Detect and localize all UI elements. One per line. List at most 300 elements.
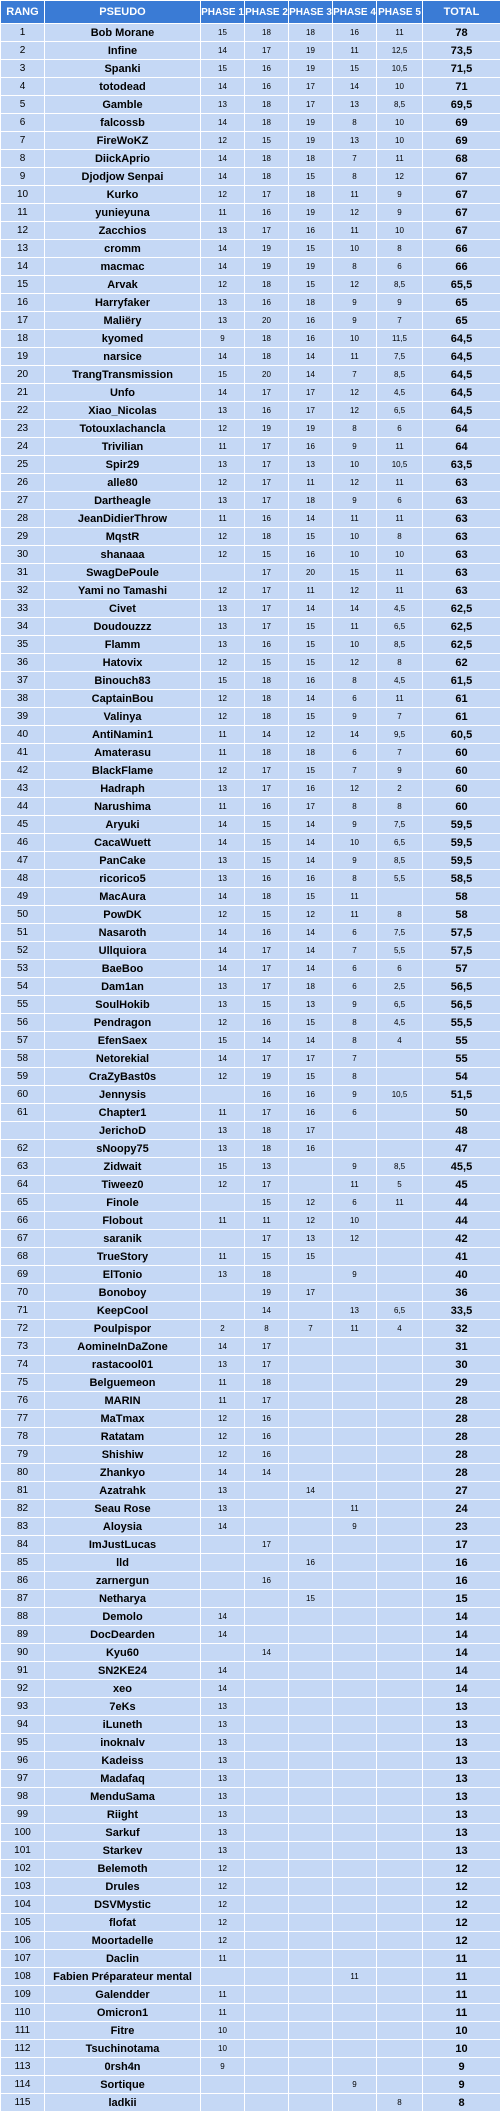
phase3-cell: 20	[289, 564, 333, 582]
total-cell: 55	[423, 1050, 500, 1068]
rank-cell: 101	[1, 1842, 45, 1860]
rank-cell: 61	[1, 1104, 45, 1122]
phase5-cell	[377, 1572, 423, 1590]
rank-cell: 89	[1, 1626, 45, 1644]
phase3-cell: 19	[289, 132, 333, 150]
phase4-cell: 9	[333, 1158, 377, 1176]
total-cell: 44	[423, 1212, 500, 1230]
phase2-cell: 17	[245, 222, 289, 240]
phase2-cell: 17	[245, 942, 289, 960]
table-row	[1, 798, 500, 816]
phase5-cell: 6	[377, 420, 423, 438]
phase5-cell: 10	[377, 114, 423, 132]
pseudo-cell: JerichoD	[45, 1122, 201, 1140]
phase1-cell	[201, 2094, 245, 2112]
total-cell: 64	[423, 438, 500, 456]
phase1-cell: 11	[201, 1212, 245, 1230]
phase2-cell	[245, 1842, 289, 1860]
phase4-cell: 12	[333, 402, 377, 420]
phase4-cell: 9	[333, 708, 377, 726]
phase1-cell: 13	[201, 636, 245, 654]
total-cell: 69	[423, 132, 500, 150]
pseudo-cell: Tiweez0	[45, 1176, 201, 1194]
rank-cell: 1	[1, 24, 45, 42]
pseudo-cell: Sortique	[45, 2076, 201, 2094]
phase3-cell: 17	[289, 1050, 333, 1068]
pseudo-cell: Demolo	[45, 1608, 201, 1626]
table-row	[1, 654, 500, 672]
pseudo-cell: Pendragon	[45, 1014, 201, 1032]
phase3-cell: 18	[289, 294, 333, 312]
phase1-cell: 13	[201, 492, 245, 510]
phase5-cell	[377, 2076, 423, 2094]
total-cell: 63	[423, 510, 500, 528]
phase5-cell	[377, 1140, 423, 1158]
phase4-cell: 6	[333, 1194, 377, 1212]
total-cell: 13	[423, 1788, 500, 1806]
phase1-cell: 14	[201, 942, 245, 960]
phase2-cell: 18	[245, 276, 289, 294]
phase2-cell: 14	[245, 1644, 289, 1662]
phase5-cell: 4,5	[377, 600, 423, 618]
phase5-cell	[377, 1878, 423, 1896]
table-row	[1, 1464, 500, 1482]
total-cell: 30	[423, 1356, 500, 1374]
phase5-cell	[377, 1626, 423, 1644]
rank-cell: 66	[1, 1212, 45, 1230]
phase1-cell: 13	[201, 294, 245, 312]
phase5-cell	[377, 1446, 423, 1464]
phase5-cell: 9	[377, 204, 423, 222]
phase2-cell	[245, 1626, 289, 1644]
phase5-cell: 5,5	[377, 870, 423, 888]
phase4-cell	[333, 1140, 377, 1158]
total-cell: 63	[423, 474, 500, 492]
pseudo-cell: Doudouzzz	[45, 618, 201, 636]
pseudo-cell: CaptainBou	[45, 690, 201, 708]
rank-cell: 70	[1, 1284, 45, 1302]
total-cell: 56,5	[423, 978, 500, 996]
phase1-cell: 13	[201, 1770, 245, 1788]
phase5-cell: 7	[377, 708, 423, 726]
pseudo-cell: MaTmax	[45, 1410, 201, 1428]
rank-cell: 58	[1, 1050, 45, 1068]
phase1-cell: 14	[201, 1626, 245, 1644]
total-cell: 13	[423, 1716, 500, 1734]
rank-cell: 88	[1, 1608, 45, 1626]
rank-cell: 22	[1, 402, 45, 420]
rank-cell: 41	[1, 744, 45, 762]
pseudo-cell: MARIN	[45, 1392, 201, 1410]
phase2-cell: 17	[245, 1392, 289, 1410]
phase5-cell	[377, 1734, 423, 1752]
rank-cell: 35	[1, 636, 45, 654]
phase2-cell: 17	[245, 474, 289, 492]
phase3-cell: 17	[289, 1284, 333, 1302]
phase4-cell	[333, 1572, 377, 1590]
pseudo-cell: Zacchios	[45, 222, 201, 240]
rank-cell: 15	[1, 276, 45, 294]
pseudo-cell: Starkev	[45, 1842, 201, 1860]
total-cell: 55	[423, 1032, 500, 1050]
phase4-cell	[333, 1122, 377, 1140]
phase2-cell	[245, 2076, 289, 2094]
table-row	[1, 1968, 500, 1986]
rank-cell: 40	[1, 726, 45, 744]
phase5-cell	[377, 1914, 423, 1932]
table-row	[1, 942, 500, 960]
phase2-cell: 19	[245, 1068, 289, 1086]
total-cell: 57	[423, 960, 500, 978]
rank-cell: 39	[1, 708, 45, 726]
rank-cell: 98	[1, 1788, 45, 1806]
phase4-cell: 11	[333, 510, 377, 528]
phase1-cell: 13	[201, 1842, 245, 1860]
table-row	[1, 1140, 500, 1158]
phase2-cell: 16	[245, 798, 289, 816]
pseudo-cell: Dam1an	[45, 978, 201, 996]
phase5-cell	[377, 888, 423, 906]
phase1-cell: 14	[201, 1464, 245, 1482]
phase3-cell	[289, 1806, 333, 1824]
total-cell: 65	[423, 312, 500, 330]
phase4-cell: 12	[333, 474, 377, 492]
total-cell: 64	[423, 420, 500, 438]
phase2-cell: 17	[245, 1230, 289, 1248]
phase2-cell: 15	[245, 654, 289, 672]
total-cell: 59,5	[423, 852, 500, 870]
table-row	[1, 1752, 500, 1770]
phase5-cell	[377, 1662, 423, 1680]
rank-cell: 65	[1, 1194, 45, 1212]
phase5-cell: 4	[377, 1320, 423, 1338]
total-cell: 10	[423, 2040, 500, 2058]
pseudo-cell: Moortadelle	[45, 1932, 201, 1950]
phase5-cell	[377, 1842, 423, 1860]
phase2-cell: 16	[245, 870, 289, 888]
phase4-cell: 16	[333, 24, 377, 42]
pseudo-cell: Narushima	[45, 798, 201, 816]
table-row	[1, 24, 500, 42]
phase2-cell: 16	[245, 510, 289, 528]
table-row	[1, 150, 500, 168]
phase1-cell: 12	[201, 420, 245, 438]
phase1-cell: 13	[201, 870, 245, 888]
table-row	[1, 510, 500, 528]
phase5-cell: 12,5	[377, 42, 423, 60]
phase2-cell	[245, 2040, 289, 2058]
total-cell: 67	[423, 168, 500, 186]
rank-cell: 67	[1, 1230, 45, 1248]
table-row	[1, 132, 500, 150]
rank-cell: 96	[1, 1752, 45, 1770]
phase5-cell: 10	[377, 546, 423, 564]
total-cell: 58,5	[423, 870, 500, 888]
phase3-cell	[289, 1896, 333, 1914]
table-row	[1, 834, 500, 852]
phase5-cell: 11	[377, 24, 423, 42]
table-row	[1, 204, 500, 222]
pseudo-cell: flofat	[45, 1914, 201, 1932]
phase1-cell: 12	[201, 1068, 245, 1086]
table-row	[1, 1626, 500, 1644]
rank-cell: 85	[1, 1554, 45, 1572]
pseudo-cell: Kadeiss	[45, 1752, 201, 1770]
leaderboard-body	[1, 24, 500, 2112]
pseudo-cell: ricorico5	[45, 870, 201, 888]
pseudo-cell: inoknalv	[45, 1734, 201, 1752]
phase4-cell	[333, 1860, 377, 1878]
phase4-cell	[333, 1536, 377, 1554]
rank-cell: 42	[1, 762, 45, 780]
table-row	[1, 474, 500, 492]
phase2-cell: 15	[245, 906, 289, 924]
rank-cell: 112	[1, 2040, 45, 2058]
phase1-cell: 14	[201, 888, 245, 906]
phase2-cell: 17	[245, 1104, 289, 1122]
phase2-cell: 17	[245, 600, 289, 618]
rank-cell: 51	[1, 924, 45, 942]
phase3-cell: 12	[289, 726, 333, 744]
pseudo-cell: Finole	[45, 1194, 201, 1212]
phase5-cell: 6	[377, 960, 423, 978]
total-cell: 64,5	[423, 402, 500, 420]
total-cell: 60	[423, 744, 500, 762]
phase2-cell: 16	[245, 1572, 289, 1590]
phase1-cell: 13	[201, 1356, 245, 1374]
total-cell: 28	[423, 1428, 500, 1446]
phase3-cell	[289, 1860, 333, 1878]
pseudo-cell: Aryuki	[45, 816, 201, 834]
total-cell: 67	[423, 204, 500, 222]
table-row	[1, 672, 500, 690]
phase3-cell	[289, 1950, 333, 1968]
phase2-cell: 11	[245, 1212, 289, 1230]
rank-cell: 69	[1, 1266, 45, 1284]
phase5-cell	[377, 1716, 423, 1734]
phase2-cell: 17	[245, 618, 289, 636]
rank-cell: 12	[1, 222, 45, 240]
phase1-cell: 12	[201, 1446, 245, 1464]
phase1-cell: 12	[201, 1878, 245, 1896]
table-row	[1, 1788, 500, 1806]
rank-cell: 27	[1, 492, 45, 510]
phase1-cell	[201, 1572, 245, 1590]
rank-cell: 75	[1, 1374, 45, 1392]
total-cell: 15	[423, 1590, 500, 1608]
phase3-cell	[289, 1662, 333, 1680]
phase3-cell: 18	[289, 978, 333, 996]
pseudo-cell: Unfo	[45, 384, 201, 402]
phase2-cell: 14	[245, 726, 289, 744]
phase3-cell: 12	[289, 1212, 333, 1230]
rank-cell: 23	[1, 420, 45, 438]
phase4-cell	[333, 1806, 377, 1824]
rank-cell: 32	[1, 582, 45, 600]
phase4-cell: 15	[333, 564, 377, 582]
phase2-cell: 17	[245, 492, 289, 510]
phase3-cell: 15	[289, 654, 333, 672]
pseudo-cell: Ratatam	[45, 1428, 201, 1446]
phase2-cell: 16	[245, 1014, 289, 1032]
phase3-header: PHASE 3	[289, 1, 333, 24]
pseudo-cell: Xiao_Nicolas	[45, 402, 201, 420]
table-row	[1, 186, 500, 204]
phase5-cell	[377, 1122, 423, 1140]
phase1-cell: 13	[201, 618, 245, 636]
phase2-cell: 15	[245, 546, 289, 564]
rank-cell: 103	[1, 1878, 45, 1896]
rank-cell: 2	[1, 42, 45, 60]
phase3-cell: 14	[289, 366, 333, 384]
pseudo-cell: Spir29	[45, 456, 201, 474]
table-row	[1, 582, 500, 600]
phase1-cell: 11	[201, 1986, 245, 2004]
phase4-cell	[333, 1248, 377, 1266]
total-cell: 12	[423, 1896, 500, 1914]
phase4-cell: 8	[333, 1068, 377, 1086]
pseudo-cell: rastacool01	[45, 1356, 201, 1374]
phase2-cell: 17	[245, 186, 289, 204]
table-row	[1, 222, 500, 240]
phase5-cell: 6	[377, 258, 423, 276]
phase4-cell: 7	[333, 942, 377, 960]
pseudo-header: PSEUDO	[45, 1, 201, 24]
pseudo-cell: PowDK	[45, 906, 201, 924]
phase1-cell: 13	[201, 402, 245, 420]
phase5-cell	[377, 1788, 423, 1806]
phase5-cell	[377, 1284, 423, 1302]
phase5-cell	[377, 1860, 423, 1878]
phase2-cell: 18	[245, 690, 289, 708]
table-row	[1, 1500, 500, 1518]
phase2-cell	[245, 1806, 289, 1824]
phase5-cell	[377, 1968, 423, 1986]
phase1-cell: 13	[201, 1698, 245, 1716]
table-row	[1, 708, 500, 726]
total-cell: 13	[423, 1770, 500, 1788]
phase1-cell: 13	[201, 312, 245, 330]
pseudo-cell: MacAura	[45, 888, 201, 906]
total-cell: 12	[423, 1860, 500, 1878]
pseudo-cell: kyomed	[45, 330, 201, 348]
table-row	[1, 1914, 500, 1932]
rank-cell: 64	[1, 1176, 45, 1194]
total-cell: 67	[423, 186, 500, 204]
phase4-cell: 12	[333, 1230, 377, 1248]
pseudo-cell: Totouxlachancla	[45, 420, 201, 438]
phase2-cell: 18	[245, 528, 289, 546]
phase3-cell: 17	[289, 402, 333, 420]
total-cell: 58	[423, 906, 500, 924]
phase5-cell: 8	[377, 654, 423, 672]
phase5-cell	[377, 2004, 423, 2022]
total-cell: 65	[423, 294, 500, 312]
phase3-cell	[289, 1788, 333, 1806]
phase1-cell: 12	[201, 474, 245, 492]
phase1-cell: 12	[201, 690, 245, 708]
phase1-cell: 12	[201, 186, 245, 204]
phase1-cell: 12	[201, 528, 245, 546]
pseudo-cell: Aloysia	[45, 1518, 201, 1536]
phase5-cell: 7	[377, 312, 423, 330]
phase2-cell: 15	[245, 852, 289, 870]
rank-cell: 28	[1, 510, 45, 528]
total-cell: 12	[423, 1914, 500, 1932]
phase3-cell: 15	[289, 636, 333, 654]
phase3-cell	[289, 1536, 333, 1554]
pseudo-cell: Hadraph	[45, 780, 201, 798]
phase3-cell: 13	[289, 996, 333, 1014]
total-cell: 24	[423, 1500, 500, 1518]
phase2-cell: 17	[245, 384, 289, 402]
phase2-cell: 18	[245, 744, 289, 762]
phase5-cell: 6,5	[377, 834, 423, 852]
phase1-cell: 12	[201, 276, 245, 294]
total-cell: 69,5	[423, 96, 500, 114]
phase3-cell: 15	[289, 1068, 333, 1086]
phase3-cell: 15	[289, 1590, 333, 1608]
phase1-cell: 11	[201, 2004, 245, 2022]
phase2-cell	[245, 1500, 289, 1518]
phase4-cell	[333, 1896, 377, 1914]
phase5-cell: 7	[377, 744, 423, 762]
phase3-cell: 16	[289, 312, 333, 330]
phase3-cell: 16	[289, 1140, 333, 1158]
phase4-cell: 6	[333, 978, 377, 996]
phase3-cell: 16	[289, 546, 333, 564]
phase1-cell	[201, 1644, 245, 1662]
table-row	[1, 1410, 500, 1428]
phase2-cell	[245, 1482, 289, 1500]
phase3-cell: 19	[289, 60, 333, 78]
table-row	[1, 1878, 500, 1896]
rank-cell: 57	[1, 1032, 45, 1050]
phase3-cell: 16	[289, 780, 333, 798]
rank-cell: 62	[1, 1140, 45, 1158]
total-cell: 12	[423, 1932, 500, 1950]
phase3-cell	[289, 1572, 333, 1590]
total-cell: 28	[423, 1464, 500, 1482]
phase1-cell: 14	[201, 1338, 245, 1356]
table-row	[1, 1086, 500, 1104]
pseudo-cell: macmac	[45, 258, 201, 276]
total-cell: 63	[423, 492, 500, 510]
phase5-cell	[377, 2040, 423, 2058]
phase5-cell	[377, 1212, 423, 1230]
rank-cell: 99	[1, 1806, 45, 1824]
phase1-cell: 12	[201, 906, 245, 924]
total-cell: 36	[423, 1284, 500, 1302]
phase3-cell	[289, 1392, 333, 1410]
phase5-cell	[377, 1374, 423, 1392]
table-row	[1, 1518, 500, 1536]
rank-cell: 17	[1, 312, 45, 330]
phase1-cell: 11	[201, 1950, 245, 1968]
table-row	[1, 1014, 500, 1032]
total-cell: 65,5	[423, 276, 500, 294]
phase2-cell	[245, 1518, 289, 1536]
pseudo-cell: Seau Rose	[45, 1500, 201, 1518]
phase2-cell: 16	[245, 636, 289, 654]
phase5-cell: 9,5	[377, 726, 423, 744]
phase1-cell: 12	[201, 1428, 245, 1446]
phase3-cell	[289, 1608, 333, 1626]
pseudo-cell: Chapter1	[45, 1104, 201, 1122]
total-cell: 11	[423, 1950, 500, 1968]
phase4-cell: 9	[333, 492, 377, 510]
phase2-cell: 18	[245, 888, 289, 906]
